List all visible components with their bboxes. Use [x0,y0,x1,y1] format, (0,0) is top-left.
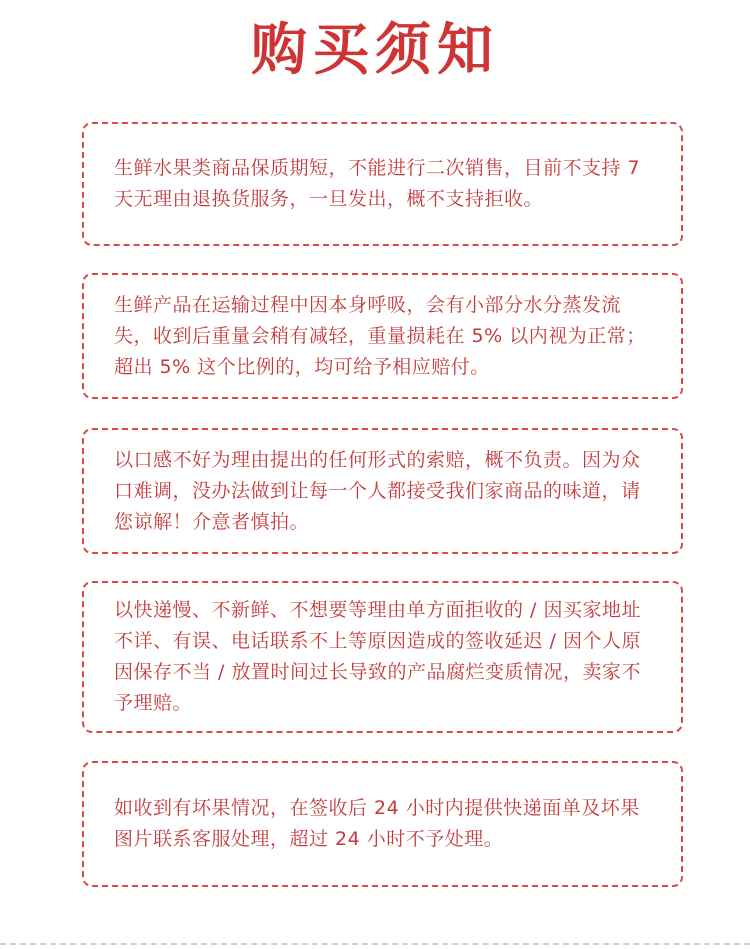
page-title: 购买须知 [251,17,499,83]
notice-box-rejection-policy [82,581,683,733]
bottom-divider [0,943,750,945]
notice-text: 以快递慢、不新鲜、不想要等理由单方面拒收的 / 因买家地址不详、有误、电话联系不上等原因造成的签收延迟 / 因个人原因保存不当 / 放置时间过长导致的产品腐烂变质情况，卖家不予理赔。 [114,599,641,714]
notice-box-weight-loss [82,273,683,399]
notice-text: 生鲜产品在运输过程中因本身呼吸，会有小部分水分蒸发流失，收到后重量会稍有减轻，重量损耗在 5% 以内视为正常；超出 5% 这个比例的，均可给予相应赔付。 [114,293,646,378]
notice-box-taste-claims [82,428,683,554]
notice-text: 如收到有坏果情况，在签收后 24 小时内提供快递面单及坏果图片联系客服处理，超过 24 小时不予处理。 [114,797,640,850]
notice-box-damaged-fruit [82,761,683,887]
notice-text: 以口感不好为理由提出的任何形式的索赔，概不负责。因为众口难调，没办法做到让每一个人都接受我们家商品的味道，请您谅解！介意者慎拍。 [114,448,641,533]
notice-box-no-returns [82,122,683,246]
notice-text: 生鲜水果类商品保质期短，不能进行二次销售，目前不支持 7 天无理由退换货服务，一旦发出，概不支持拒收。 [114,157,641,210]
